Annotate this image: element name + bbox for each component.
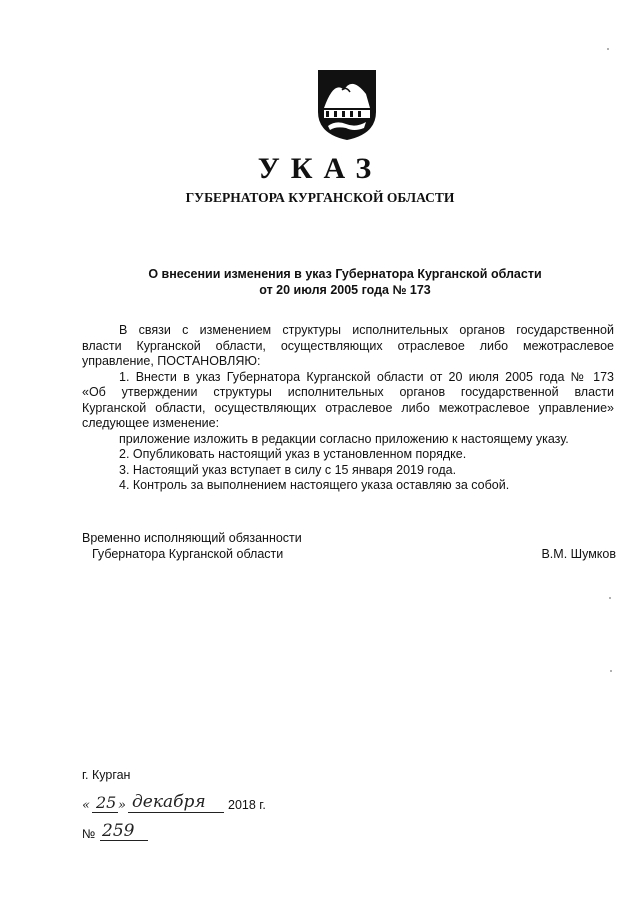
date-open-quote: « <box>82 798 90 813</box>
number-value: 259 <box>102 821 135 841</box>
decree-date <box>82 792 302 818</box>
kurgan-coat-of-arms-icon <box>316 68 378 142</box>
item-1-line: Курганской области, осуществляющих отраслевое либо межотраслевое управление» <box>82 400 614 415</box>
preamble-line: В связи с изменением структуры исполнительных органов государственной <box>119 323 614 337</box>
date-year: 2018 г. <box>228 798 266 812</box>
item-2: 2. Опубликовать настоящий указ в установленном порядке. <box>119 447 467 461</box>
signatory-position <box>82 530 302 562</box>
signatory-name: В.М. Шумков <box>541 547 616 561</box>
city: г. Курган <box>82 768 131 782</box>
decree-body <box>82 323 614 494</box>
subject-line: О внесении изменения в указ Губернатора Курганской области <box>148 267 542 281</box>
decree-subject <box>100 266 590 298</box>
date-month: декабря <box>132 792 206 812</box>
position-line: Губернатора Курганской области <box>92 547 284 561</box>
day-underline <box>92 812 118 813</box>
item-1-line: 1. Внести в указ Губернатора Курганской области от 20 июля 2005 года № 173 <box>119 369 614 384</box>
number-underline <box>100 840 148 841</box>
preamble-line: управление, ПОСТАНОВЛЯЮ: <box>82 354 261 368</box>
item-3: 3. Настоящий указ вступает в силу с 15 января 2019 года. <box>119 462 457 477</box>
item-1-line: следующее изменение: <box>82 416 220 430</box>
scan-speck <box>607 48 609 50</box>
scan-speck <box>610 670 612 672</box>
subject-line: от 20 июля 2005 года № 173 <box>259 283 431 297</box>
month-underline <box>128 812 224 813</box>
item-1-line: «Об утверждении структуры исполнительных органов государственной власти <box>82 385 614 399</box>
number-label: № <box>82 827 96 841</box>
decree-title: УКАЗ <box>257 152 383 185</box>
date-day: 25 <box>96 793 117 812</box>
item-1-change: приложение изложить в редакции согласно приложению к настоящему указу. <box>119 431 569 446</box>
decree-issuer: ГУБЕРНАТОРА КУРГАНСКОЙ ОБЛАСТИ <box>185 190 455 205</box>
date-close-quote: » <box>118 798 126 813</box>
scan-speck <box>609 597 611 599</box>
decree-number <box>82 823 202 845</box>
item-4: 4. Контроль за выполнением настоящего указа оставляю за собой. <box>119 478 510 492</box>
position-line: Временно исполняющий обязанности <box>82 531 302 545</box>
preamble-line: власти Курганской области, осуществляющих отраслевое либо межотраслевое <box>82 338 614 353</box>
